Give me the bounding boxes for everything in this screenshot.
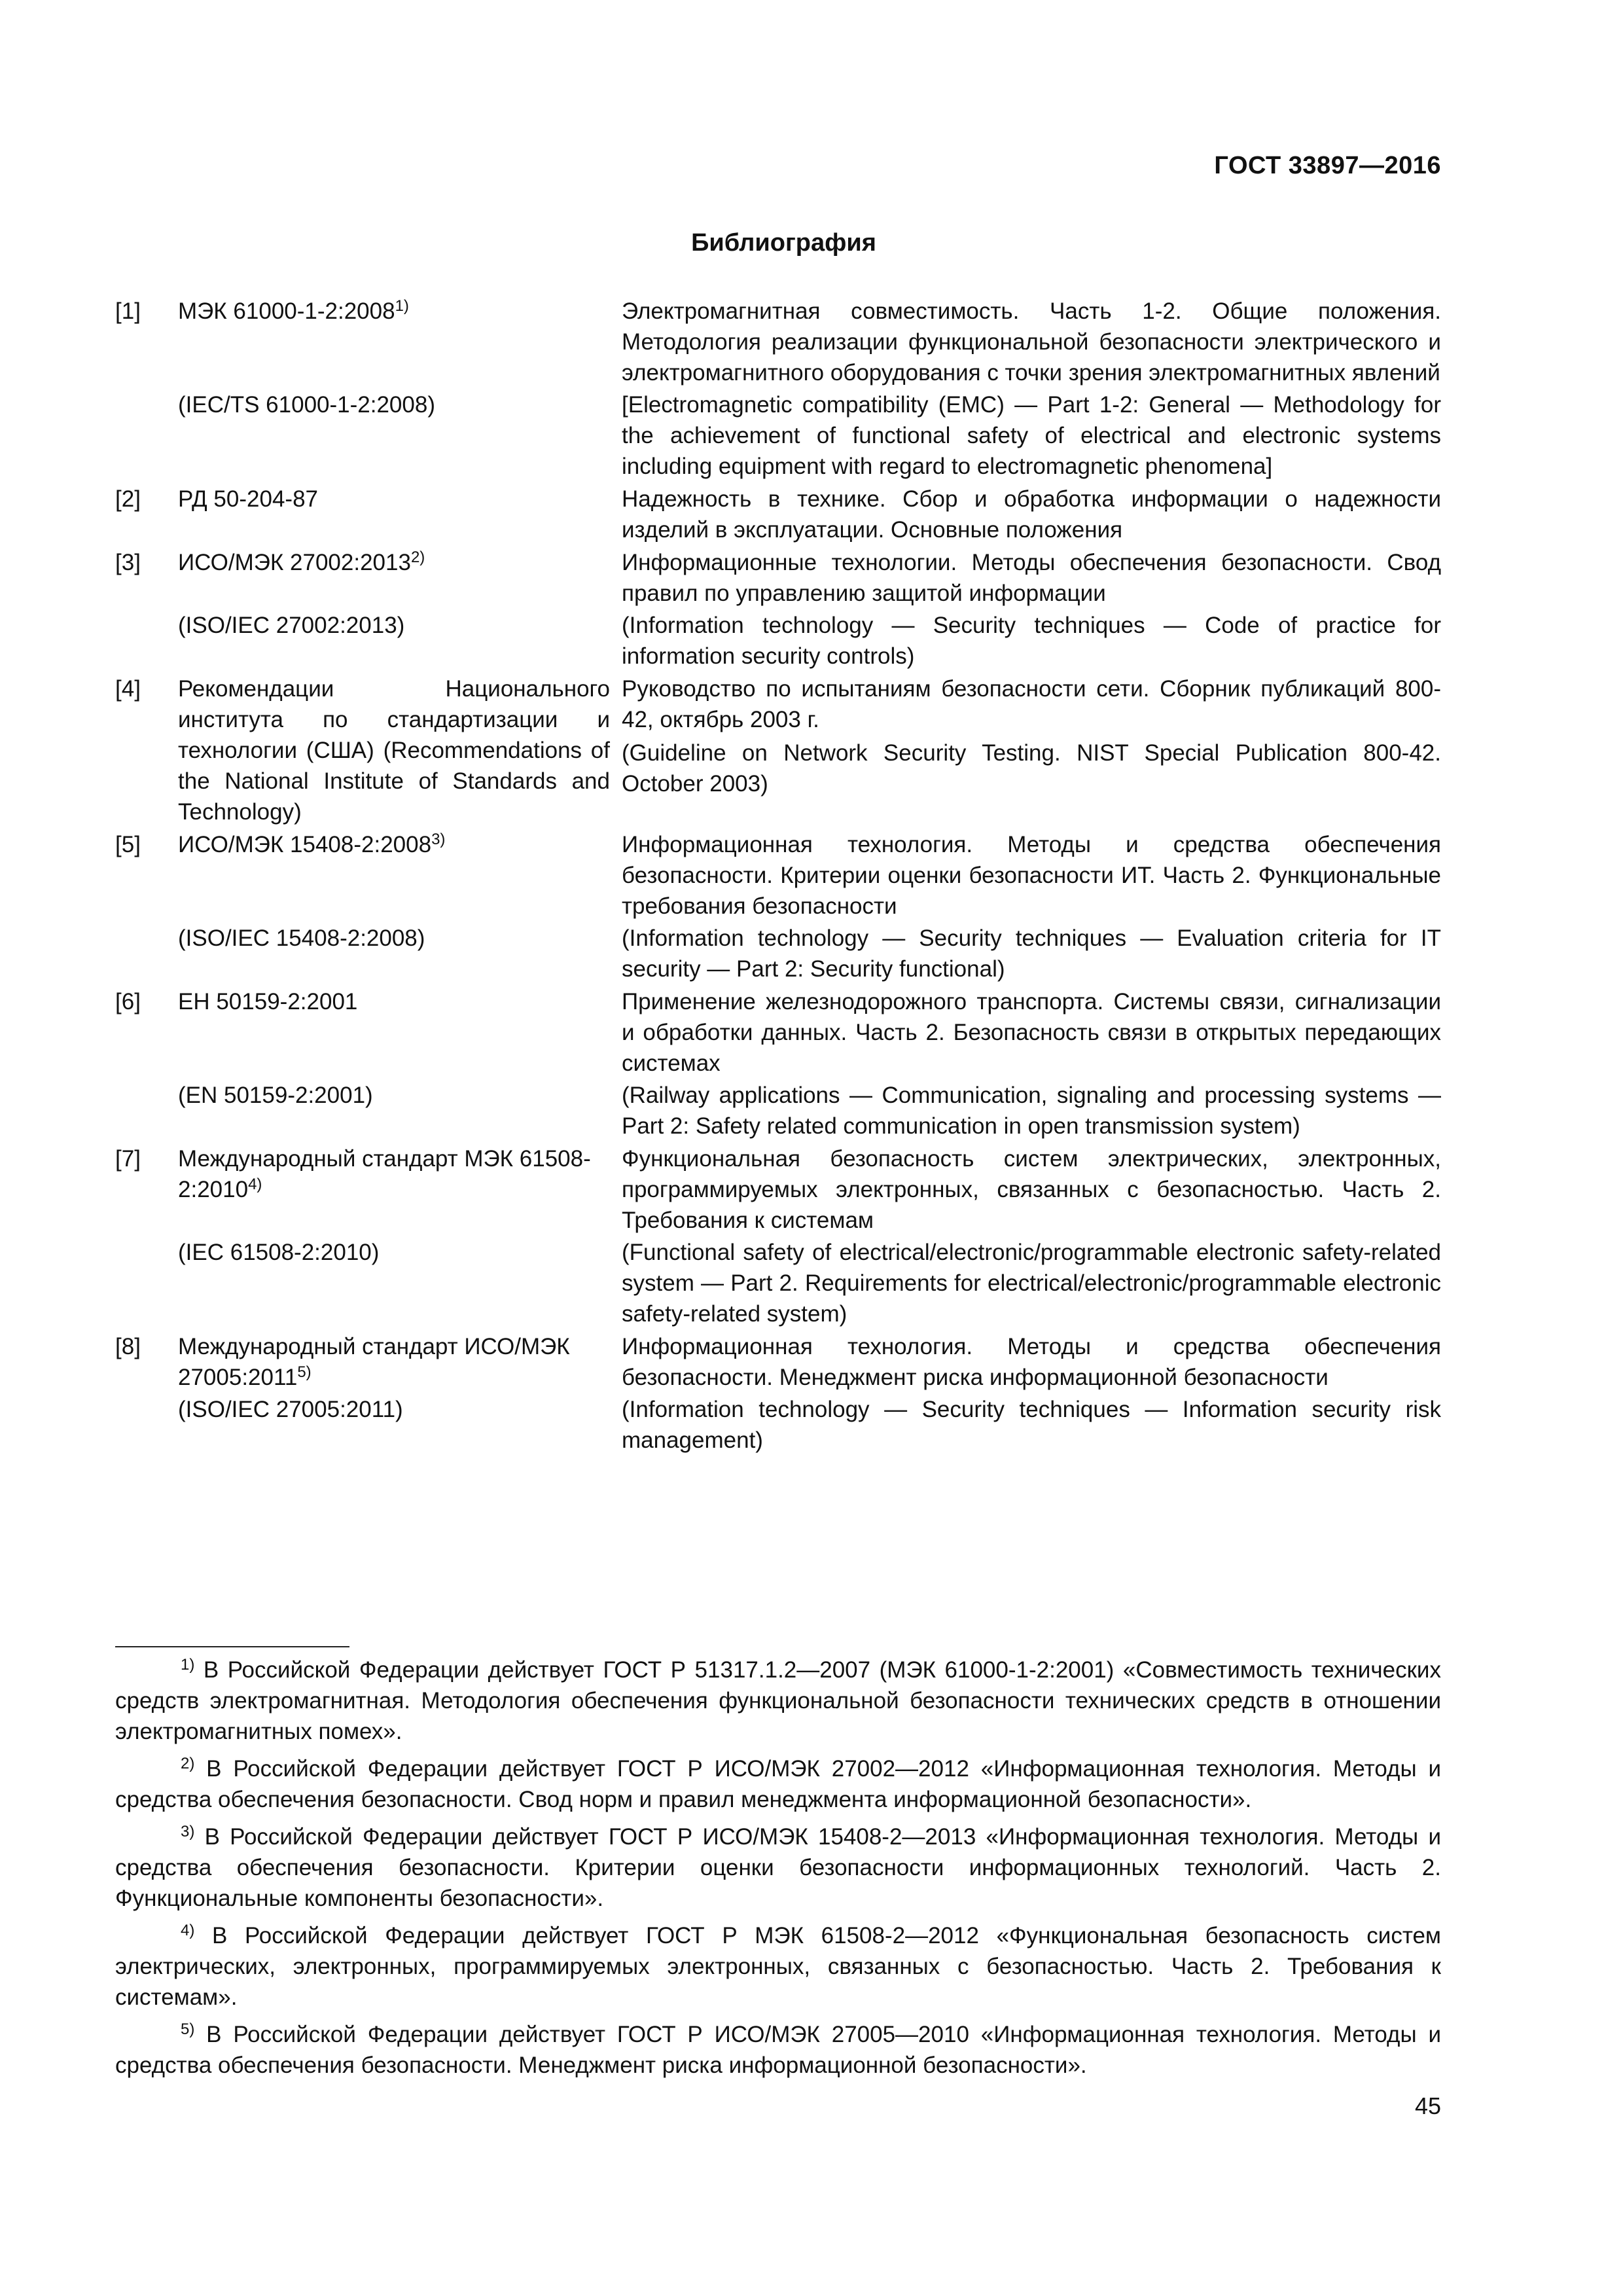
entry-title-en: (Railway applications — Communication, signaling and processing systems — Part 2: Safety related communication in open transmission system): [622, 1083, 1441, 1139]
entry-title-en: [Electromagnetic compatibility (EMC) — Part 1-2: General — Methodology for the achievement of functional safety of electrical and electronic systems including equipment with regard to electromagnetic phenomena]: [622, 392, 1441, 479]
entry-title-ru: Информационная технология. Методы и средства обеспечения безопасности. Менеджмент риска информационной безопасности: [622, 1334, 1441, 1390]
entry-title-en: (Functional safety of electrical/electronic/programmable electronic safety-related system — Part 2. Requirements for electrical/electronic/programmable electronic safety-related system): [622, 1240, 1441, 1327]
entry-code: Рекомендации Национального института по стандартизации и технологии (США) (Recommendations of the National Institute of Standards and Technology): [178, 676, 610, 825]
footnote-separator: [115, 1646, 349, 1647]
entry-title-ru: Электромагнитная совместимость. Часть 1-2. Общие положения. Методология реализации функциональной безопасности электрического и электромагнитного оборудования с точки зрения электромагнитных явлений: [622, 298, 1441, 386]
entry-code: МЭК 61000-1-2:2008$^{1)}$: [178, 297, 409, 324]
footnote-4: $^{4)}$ В Российской Федерации действует ГОСТ Р МЭК 61508-2—2012 «Функциональная безопасность систем электрических, электронных, программируемых электронных, связанных с безопасностью. Часть 2. Требования к системам».: [115, 1922, 1441, 2010]
entry-title-en: (Information technology — Security techniques — Evaluation criteria for IT security — Part 2: Security functional): [622, 925, 1441, 982]
footnotes: [115, 1655, 1441, 2087]
entry-code-en: (ISO/IEC 27002:2013): [178, 613, 405, 638]
entry-title-ru: Применение железнодорожного транспорта. Системы связи, сигнализации и обработки данных. Часть 2. Безопасность связи в открытых передающих системах: [622, 989, 1441, 1076]
entry-code: Международный стандарт МЭК 61508-2:2010$^{4)}$: [178, 1146, 591, 1202]
page-title: Библиография: [691, 229, 876, 257]
entry-number: [1]: [115, 298, 141, 324]
entry-number: [6]: [115, 989, 141, 1014]
entry-title-ru: Руководство по испытаниям безопасности сети. Сборник публикаций 800-42, октябрь 2003 г.: [622, 676, 1441, 732]
footnote-ref: 4): [248, 1175, 262, 1193]
bibliography-list: [115, 296, 1441, 1458]
entry-number: [7]: [115, 1146, 141, 1172]
entry-title-en: (Guideline on Network Security Testing. NIST Special Publication 800-42. October 2003): [622, 740, 1441, 797]
entry-title-en: (Information technology — Security techniques — Information security risk management): [622, 1397, 1441, 1453]
entry-code-en: (IEC/TS 61000-1-2:2008): [178, 392, 435, 418]
entry-title-ru: Информационная технология. Методы и средства обеспечения безопасности. Критерии оценки безопасности ИТ. Часть 2. Функциональные требования безопасности: [622, 832, 1441, 919]
entry-code-en: (EN 50159-2:2001): [178, 1083, 373, 1108]
entry-title-ru: Надежность в технике. Сбор и обработка информации о надежности изделий в эксплуатации. Основные положения: [622, 486, 1441, 543]
entry-code: ЕН 50159-2:2001: [178, 989, 358, 1014]
footnote-ref: 5): [297, 1363, 312, 1381]
footnote-ref: 1): [395, 297, 409, 315]
bibliography-entry-1: [115, 296, 1441, 482]
bibliography-entry-6: [115, 986, 1441, 1141]
bibliography-entry-7: [115, 1143, 1441, 1329]
bibliography-entry-2: [115, 484, 1441, 545]
standard-designation: ГОСТ 33897—2016: [1214, 152, 1441, 179]
footnote-5: $^{5)}$ В Российской Федерации действует ГОСТ Р ИСО/МЭК 27005—2010 «Информационная технология. Методы и средства обеспечения безопасности. Менеджмент риска информационной безопасности».: [115, 2020, 1441, 2078]
page-number: 45: [1414, 2092, 1441, 2119]
entry-number: [5]: [115, 832, 141, 857]
entry-number: [2]: [115, 486, 141, 512]
footnote-ref: 3): [431, 831, 446, 848]
bibliography-entry-3: [115, 547, 1441, 672]
entry-code-en: (ISO/IEC 15408-2:2008): [178, 925, 425, 951]
entry-number: [3]: [115, 550, 141, 575]
bibliography-entry-8: [115, 1331, 1441, 1456]
entry-title-ru: Функциональная безопасность систем электрических, электронных, программируемых электронных, связанных с безопасностью. Часть 2. Требования к системам: [622, 1146, 1441, 1233]
entry-code: РД 50-204-87: [178, 486, 318, 512]
entry-code: ИСО/МЭК 15408-2:2008$^{3)}$: [178, 831, 446, 857]
footnote-2: $^{2)}$ В Российской Федерации действует ГОСТ Р ИСО/МЭК 27002—2012 «Информационная технология. Методы и средства обеспечения безопасности. Свод норм и правил менеджмента информационной безопасности».: [115, 1755, 1441, 1812]
entry-number: [4]: [115, 676, 141, 702]
entry-code: Международный стандарт ИСО/МЭК 27005:2011$^{5)}$: [178, 1334, 570, 1390]
bibliography-entry-4: [115, 673, 1441, 827]
entry-number: [8]: [115, 1334, 141, 1359]
bibliography-entry-5: [115, 829, 1441, 984]
entry-title-en: (Information technology — Security techniques — Code of practice for information security controls): [622, 613, 1441, 669]
entry-code-en: (IEC 61508-2:2010): [178, 1240, 380, 1265]
entry-title-ru: Информационные технологии. Методы обеспечения безопасности. Свод правил по управлению защитой информации: [622, 550, 1441, 606]
entry-code-en: (ISO/IEC 27005:2011): [178, 1397, 403, 1422]
footnote-ref: 2): [410, 548, 425, 566]
footnote-3: $^{3)}$ В Российской Федерации действует ГОСТ Р ИСО/МЭК 15408-2—2013 «Информационная технология. Методы и средства обеспечения безопасности. Критерии оценки безопасности информационных технологий. Часть 2. Функциональные компоненты безопасности».: [115, 1823, 1441, 1911]
footnote-1: $^{1)}$ В Российской Федерации действует ГОСТ Р 51317.1.2—2007 (МЭК 61000-1-2:2001) «Совместимость технических средств электромагнитная. Методология обеспечения функциональной безопасности технических средств в отношении электромагнитных помех».: [115, 1656, 1441, 1744]
entry-code: ИСО/МЭК 27002:2013$^{2)}$: [178, 548, 425, 575]
